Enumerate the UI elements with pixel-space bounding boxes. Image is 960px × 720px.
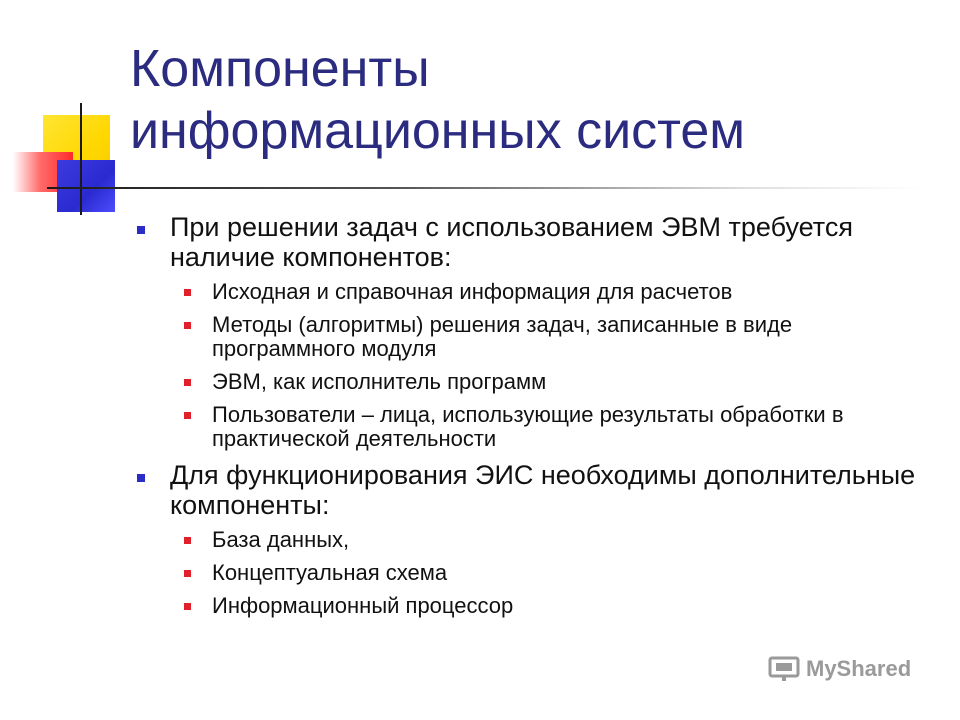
sub-bullet-text: Концептуальная схема	[212, 560, 448, 585]
square-bullet-icon	[184, 537, 191, 544]
bullet-item-eis-components	[137, 460, 937, 618]
bullet-text: Для функционирования ЭИС необходимы дополнительные компоненты:	[170, 460, 916, 520]
bullet-item-computer-tasks	[137, 212, 937, 451]
sub-bullet-text: Методы (алгоритмы) решения задач, записанные в виде программного модуля	[212, 312, 793, 361]
square-bullet-icon	[184, 412, 191, 419]
square-bullet-icon	[137, 226, 145, 234]
sub-bullet-text: ЭВМ, как исполнитель программ	[212, 369, 547, 394]
title-line-1: Компоненты	[130, 40, 430, 98]
sub-bullet-item	[170, 528, 937, 552]
square-bullet-icon	[184, 603, 191, 610]
decor-blue-square	[57, 160, 115, 212]
slide-body	[137, 212, 937, 627]
presentation-icon	[768, 656, 800, 682]
title-underline	[47, 187, 922, 189]
square-bullet-icon	[137, 474, 145, 482]
sub-bullet-list	[170, 280, 937, 451]
sub-bullet-item	[170, 561, 937, 585]
sub-bullet-text: Пользователи – лица, использующие результаты обработки в практической деятельности	[212, 402, 844, 451]
sub-bullet-item	[170, 280, 937, 304]
sub-bullet-item	[170, 403, 937, 451]
square-bullet-icon	[184, 322, 191, 329]
square-bullet-icon	[184, 379, 191, 386]
sub-bullet-item	[170, 313, 937, 361]
square-bullet-icon	[184, 570, 191, 577]
watermark-text: MyShared	[806, 656, 912, 681]
decor-vertical-line	[80, 103, 82, 215]
bullet-text: При решении задач с использованием ЭВМ требуется наличие компонентов:	[170, 212, 853, 272]
slide-title	[130, 38, 930, 162]
sub-bullet-list	[170, 528, 937, 618]
sub-bullet-item	[170, 370, 937, 394]
sub-bullet-text: Информационный процессор	[212, 593, 514, 618]
sub-bullet-text: База данных,	[212, 527, 350, 552]
sub-bullet-item	[170, 594, 937, 618]
sub-bullet-text: Исходная и справочная информация для расчетов	[212, 279, 733, 304]
bullet-list	[137, 212, 937, 618]
myshared-watermark	[768, 656, 911, 682]
title-line-2: информационных систем	[130, 102, 746, 160]
square-bullet-icon	[184, 289, 191, 296]
